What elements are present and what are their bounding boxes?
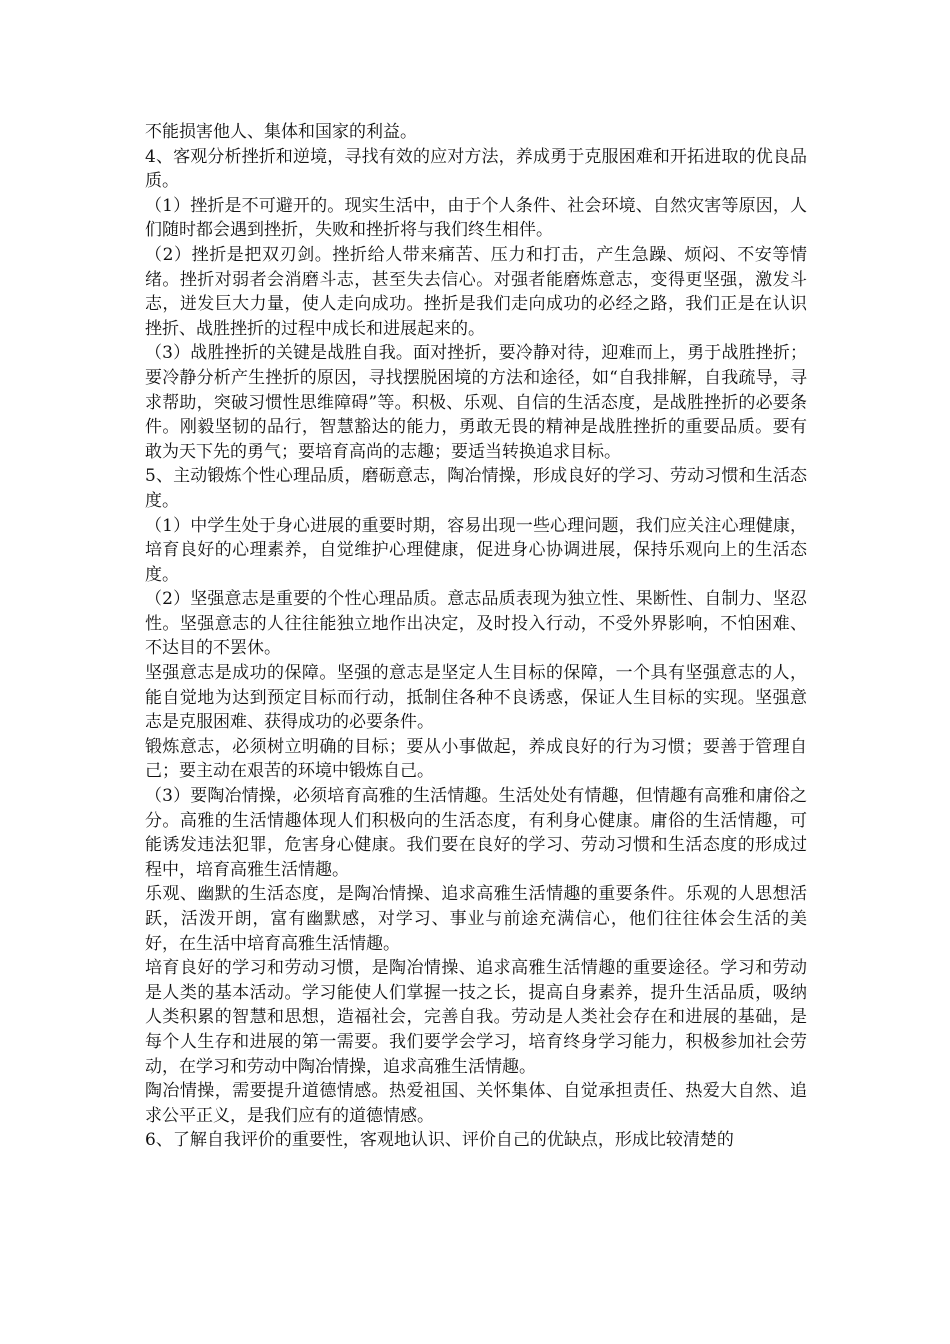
document-body xyxy=(145,120,807,1153)
paragraph-11: （3）要陶冶情操，必须培育高雅的生活情趣。生活处处有情趣，但情趣有高雅和庸俗之分。高雅的生活情趣体现人们积极向的生活态度，有利身心健康。庸俗的生活情趣，可能诱发违法犯罪，危害身心健康。我们要在良好的学习、劳动习惯和生活态度的形成过程中，培育高雅生活情趣。 xyxy=(145,786,807,880)
paragraph-5: （3）战胜挫折的关键是战胜自我。面对挫折，要冷静对待，迎难而上，勇于战胜挫折；要冷静分析产生挫折的原因，寻找摆脱困境的方法和途径，如“自我排解，自我疏导，寻求帮助，突破习惯性思维障碍”等。积极、乐观、自信的生活态度，是战胜挫折的必要条件。刚毅坚韧的品行，智慧豁达的能力，勇敢无畏的精神是战胜挫折的重要品质。要有敢为天下先的勇气；要培育高尚的志趣；要适当转换追求目标。 xyxy=(145,343,807,462)
paragraph-14: 陶冶情操，需要提升道德情感。热爱祖国、关怀集体、自觉承担责任、热爱大自然、追求公平正义，是我们应有的道德情感。 xyxy=(145,1081,807,1126)
paragraph-6: 5、主动锻炼个性心理品质，磨砺意志，陶冶情操，形成良好的学习、劳动习惯和生活态度。 xyxy=(145,466,807,511)
paragraph-2: 4、客观分析挫折和逆境，寻找有效的应对方法，养成勇于克服困难和开拓进取的优良品质。 xyxy=(145,146,807,192)
paragraph-1: 不能损害他人、集体和国家的利益。 xyxy=(145,122,417,142)
paragraph-9: 坚强意志是成功的保障。坚强的意志是坚定人生目标的保障，一个具有坚强意志的人，能自觉地为达到预定目标而行动，抵制住各种不良诱惑，保证人生目标的实现。坚强意志是克服困难、获得成功的必要条件。 xyxy=(145,663,807,733)
paragraph-10: 锻炼意志，必须树立明确的目标；要从小事做起，养成良好的行为习惯；要善于管理自己；要主动在艰苦的环境中锻炼自己。 xyxy=(145,736,807,782)
paragraph-13: 培育良好的学习和劳动习惯，是陶冶情操、追求高雅生活情趣的重要途径。学习和劳动是人类的基本活动。学习能使人们掌握一技之长，提高自身素养，提升生活品质，吸纳人类积累的智慧和思想，造福社会，完善自我。劳动是人类社会存在和进展的基础，是每个人生存和进展的第一需要。我们要学会学习，培育终身学习能力，积极参加社会劳动，在学习和劳动中陶冶情操，追求高雅生活情趣。 xyxy=(145,958,807,1077)
paragraph-8: （2）坚强意志是重要的个性心理品质。意志品质表现为独立性、果断性、自制力、坚忍性。坚强意志的人往往能独立地作出决定，及时投入行动，不受外界影响，不怕困难、不达目的不罢休。 xyxy=(145,589,807,659)
paragraph-7: （1）中学生处于身心进展的重要时期，容易出现一些心理问题，我们应关注心理健康，培育良好的心理素养，自觉维护心理健康，促进身心协调进展，保持乐观向上的生活态度。 xyxy=(145,515,807,585)
paragraph-12: 乐观、幽默的生活态度，是陶冶情操、追求高雅生活情趣的重要条件。乐观的人思想活跃，活泼开朗，富有幽默感，对学习、事业与前途充满信心，他们往往体会生活的美好，在生活中培育高雅生活情趣。 xyxy=(145,884,807,954)
paragraph-4: （2）挫折是把双刃剑。挫折给人带来痛苦、压力和打击，产生急躁、烦闷、不安等情绪。挫折对弱者会消磨斗志，甚至失去信心。对强者能磨炼意志，变得更坚强，激发斗志，迸发巨大力量，使人走向成功。挫折是我们走向成功的必经之路，我们正是在认识挫折、战胜挫折的过程中成长和进展起来的。 xyxy=(145,244,807,339)
paragraph-3: （1）挫折是不可避开的。现实生活中，由于个人条件、社会环境、自然灾害等原因，人们随时都会遇到挫折，失败和挫折将与我们终生相伴。 xyxy=(145,195,807,241)
paragraph-15: 6、了解自我评价的重要性，客观地认识、评价自己的优缺点，形成比较清楚的 xyxy=(145,1130,734,1151)
